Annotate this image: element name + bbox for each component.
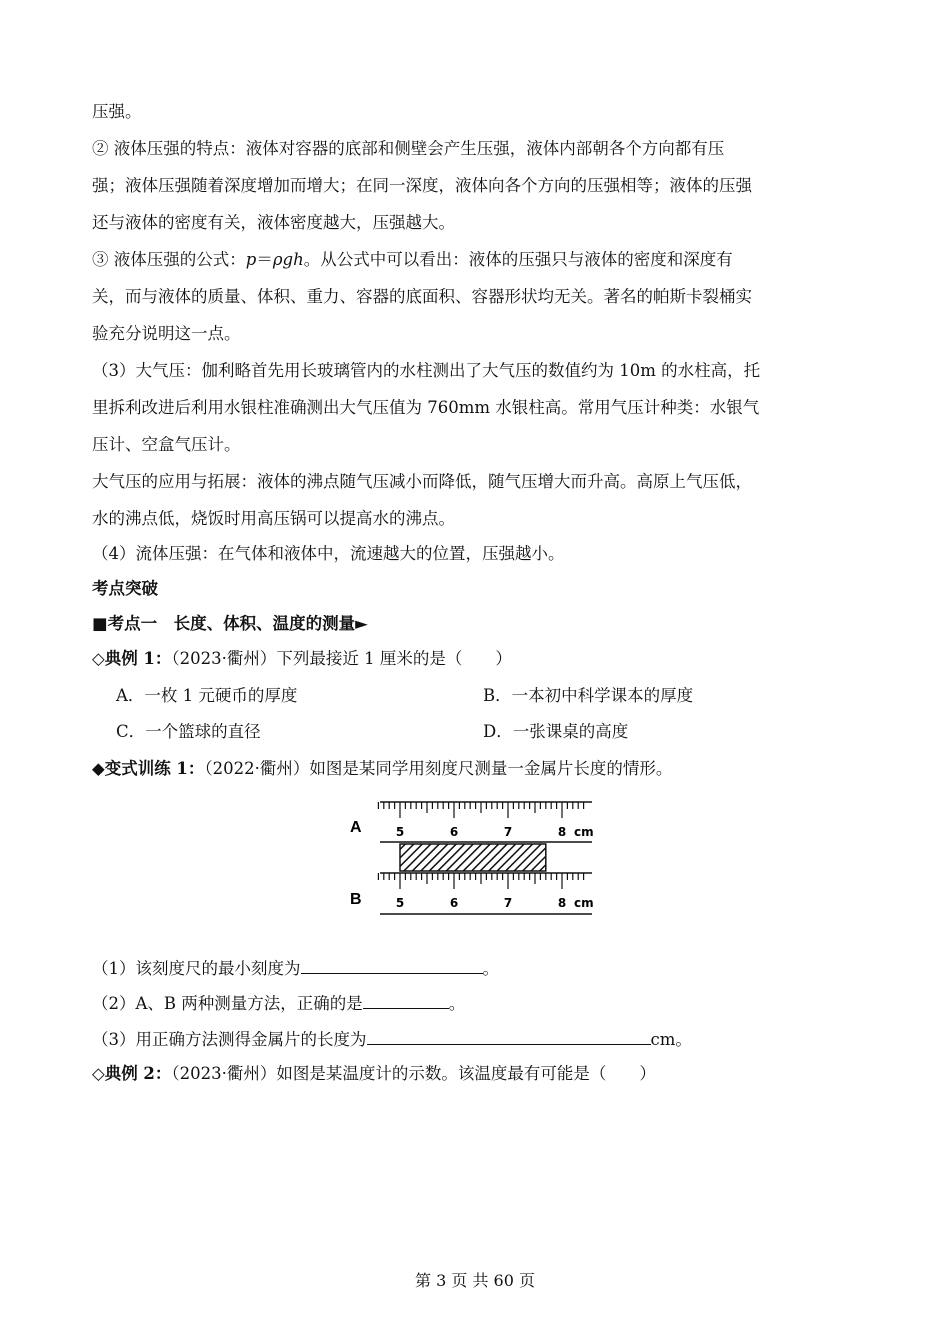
q1-answer-blank[interactable] <box>301 956 483 974</box>
ruler-number: 6 <box>449 896 459 910</box>
formula-equals: ＝ <box>256 250 273 269</box>
example-2-text: （2023·衢州）如图是某温度计的示数。该温度最有可能是（ ） <box>171 1064 656 1083</box>
ruler-a-label: A <box>350 819 362 836</box>
question-3 <box>92 1027 692 1051</box>
text-line: 水的沸点低，烧饭时用高压锅可以提高水的沸点。 <box>92 509 455 528</box>
q2-answer-blank[interactable] <box>363 991 449 1009</box>
q1-end: 。 <box>482 959 499 978</box>
text-line: 压强。 <box>92 102 142 121</box>
text-line: 里拆利改进后利用水银柱准确测出大气压值为 760mm 水银柱高。常用气压计种类：水银气 <box>92 398 760 417</box>
ruler-b-ticks <box>378 873 583 889</box>
variant-1-label: ◆变式训练 1： <box>92 759 205 778</box>
page-footer: 第 3 页 共 60 页 <box>415 1271 535 1290</box>
text-line: 验充分说明这一点。 <box>92 324 241 343</box>
text-line: ② 液体压强的特点：液体对容器的底部和侧壁会产生压强，液体内部朝各个方向都有压 <box>92 139 725 158</box>
metal-piece <box>400 844 546 871</box>
ruler-number: 7 <box>503 896 513 910</box>
ruler-figure <box>340 798 610 920</box>
ruler-b-label: B <box>350 891 362 908</box>
text-line: 关，而与液体的质量、体积、重力、容器的底面积、容器形状均无关。著名的帕斯卡裂桶实 <box>92 287 752 306</box>
q2-end: 。 <box>448 994 466 1013</box>
question-1 <box>92 956 499 980</box>
option-a: A．一枚 1 元硬币的厚度 <box>116 686 298 705</box>
question-2 <box>92 991 465 1015</box>
example-1-label: ◇典例 1： <box>92 649 172 668</box>
example-2 <box>92 1063 656 1085</box>
ruler-number: 8 <box>557 896 567 910</box>
q3-end: cm。 <box>650 1030 692 1049</box>
text-line: （3）大气压：伽利略首先用长玻璃管内的水柱测出了大气压的数值约为 10m 的水柱高，托 <box>92 361 761 380</box>
variant-training-1 <box>92 758 672 780</box>
ruler-a-ticks <box>378 802 583 818</box>
text-line: （4）流体压强：在气体和液体中，流速越大的位置，压强越小。 <box>92 544 565 563</box>
ruler-b-unit: cm <box>574 896 594 910</box>
option-b: B．一本初中科学课本的厚度 <box>483 686 694 705</box>
section-title: 考点突破 <box>92 579 158 598</box>
option-c: C．一个篮球的直径 <box>116 722 261 741</box>
example-2-label: ◇典例 2： <box>92 1064 172 1083</box>
ruler-number: 7 <box>503 825 513 839</box>
formula-line <box>92 249 733 271</box>
formula-prefix: ③ 液体压强的公式： <box>92 250 246 269</box>
formula-rho-g-h: ρgh <box>272 250 304 269</box>
text-line: 强；液体压强随着深度增加而增大；在同一深度，液体向各个方向的压强相等；液体的压强 <box>92 176 752 195</box>
ruler-number: 8 <box>557 825 567 839</box>
q3-answer-blank[interactable] <box>367 1027 651 1045</box>
formula-suffix: 。从公式中可以看出：液体的压强只与液体的密度和深度有 <box>303 250 733 269</box>
variant-1-text: （2022·衢州）如图是某同学用刻度尺测量一金属片长度的情形。 <box>204 759 673 778</box>
q2-text: （2）A、B 两种测量方法，正确的是 <box>92 994 363 1013</box>
ruler-number: 5 <box>395 825 405 839</box>
ruler-a-numbers <box>396 825 566 839</box>
topic-title: ■考点一 长度、体积、温度的测量► <box>92 614 368 633</box>
q1-text: （1）该刻度尺的最小刻度为 <box>92 959 301 978</box>
ruler-b-numbers <box>396 896 566 910</box>
ruler-number: 6 <box>449 825 459 839</box>
text-line: 还与液体的密度有关，液体密度越大，压强越大。 <box>92 213 455 232</box>
ruler-a-unit: cm <box>574 825 594 839</box>
text-line: 压计、空盒气压计。 <box>92 435 241 454</box>
ruler-number: 5 <box>395 896 405 910</box>
option-d: D．一张课桌的高度 <box>483 722 629 741</box>
formula-p: p <box>245 250 257 269</box>
example-1-text: （2023·衢州）下列最接近 1 厘米的是（ ） <box>171 649 512 668</box>
text-line: 大气压的应用与拓展：液体的沸点随气压减小而降低，随气压增大而升高。高原上气压低， <box>92 472 752 491</box>
example-1 <box>92 648 512 670</box>
q3-text: （3）用正确方法测得金属片的长度为 <box>92 1030 367 1049</box>
